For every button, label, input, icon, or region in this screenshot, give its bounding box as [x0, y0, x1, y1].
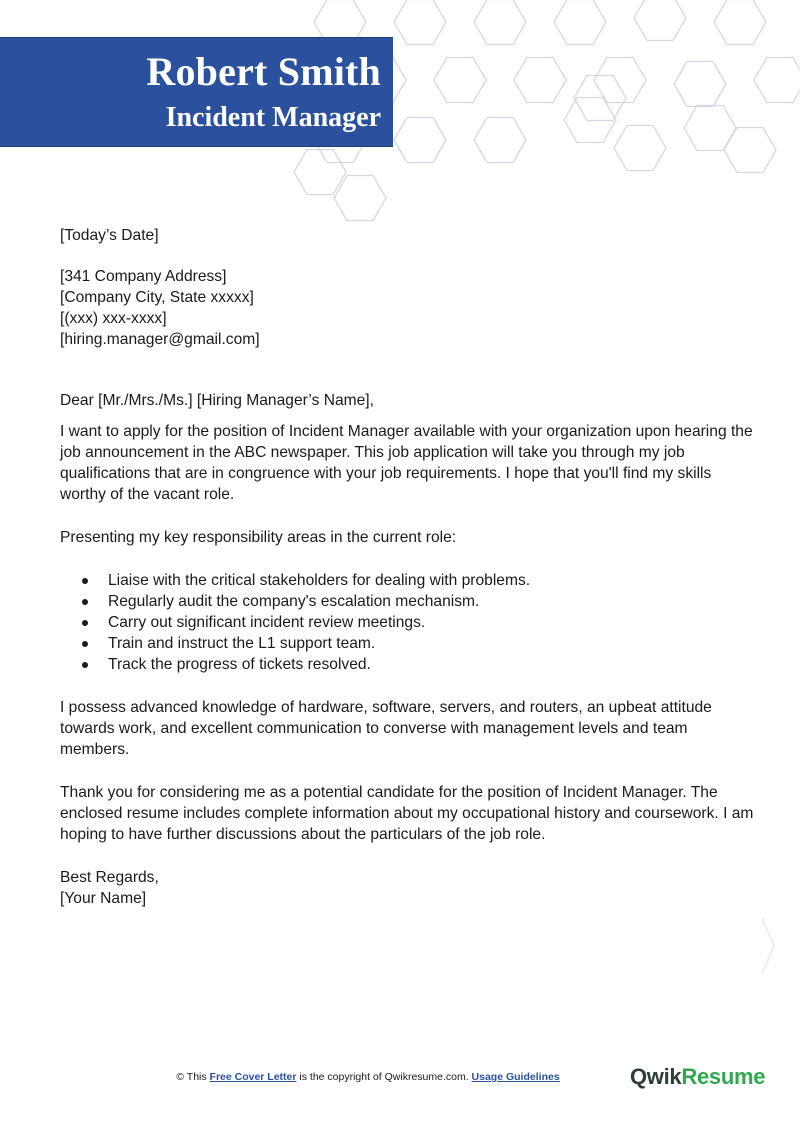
closing-phrase: Best Regards, [60, 869, 159, 886]
applicant-name: Robert Smith [146, 49, 381, 94]
hexagon-shape [754, 58, 800, 103]
name-banner [0, 37, 393, 147]
closing-paragraph: Thank you for considering me as a potential candidate for the position of Incident Manager. The enclosed resume includes complete information about my occupational history and coursework. I am hoping to have further discussions about the particulars of the job role. [60, 784, 754, 843]
hexagon-shape [294, 150, 346, 195]
hexagon-shape [394, 118, 446, 163]
signature: [Your Name] [60, 890, 147, 907]
copyright-middle: is the copyright of Qwikresume.com. [296, 1071, 472, 1083]
list-item: Liaise with the critical stakeholders for dealing with problems. [108, 570, 760, 591]
salutation: Dear [Mr./Mrs./Ms.] [Hiring Manager’s Name], [60, 392, 374, 409]
hexagon-shape [614, 126, 666, 171]
recipient-address [60, 266, 760, 350]
hexagon-shape [564, 98, 616, 143]
hexagon-shape [394, 0, 446, 45]
responsibilities-list [60, 570, 760, 675]
letter-body [60, 225, 760, 909]
address-line: [hiring.manager@gmail.com] [60, 331, 260, 348]
intro-paragraph: I want to apply for the position of Incident Manager available with your organization upon hearing the job announcement in the ABC newspaper. This job application will take you through my job qualifications that are in congruence with your job requirements. I hope that you'll find my skills worthy of the vacant role. [60, 423, 753, 503]
letter-date: [Today’s Date] [60, 227, 159, 244]
hexagon-shape [474, 0, 526, 45]
hexagon-shape [674, 62, 726, 107]
responsibilities-intro: Presenting my key responsibility areas in the current role: [60, 529, 457, 546]
hexagon-shape [594, 58, 646, 103]
copyright-note [0, 1071, 736, 1083]
hexagon-shape [434, 58, 486, 103]
list-item: Track the progress of tickets resolved. [108, 654, 760, 675]
free-cover-letter-link[interactable]: Free Cover Letter [209, 1071, 297, 1083]
hexagon-shape [684, 106, 736, 151]
list-item: Carry out significant incident review meetings. [108, 612, 760, 633]
chevron-decoration [762, 918, 774, 974]
list-item: Regularly audit the company's escalation mechanism. [108, 591, 760, 612]
hexagon-shape [714, 0, 766, 45]
logo-text-resume: Resume [681, 1064, 766, 1089]
skills-paragraph: I possess advanced knowledge of hardware, software, servers, and routers, an upbeat attitude towards work, and excellent communication to converse with management levels and team members. [60, 699, 712, 758]
address-line: [Company City, State xxxxx] [60, 289, 254, 306]
applicant-job-title: Incident Manager [165, 102, 381, 133]
hexagon-shape [474, 118, 526, 163]
hexagon-shape [514, 58, 566, 103]
hexagon-shape [554, 0, 606, 45]
hexagon-shape [634, 0, 686, 41]
qwikresume-logo [630, 1064, 765, 1090]
hexagon-shape [724, 128, 776, 173]
usage-guidelines-link[interactable]: Usage Guidelines [471, 1071, 560, 1083]
copyright-prefix: © This [176, 1071, 210, 1083]
list-item: Train and instruct the L1 support team. [108, 633, 760, 654]
address-line: [(xxx) xxx-xxxx] [60, 310, 167, 327]
address-line: [341 Company Address] [60, 268, 227, 285]
hexagon-shape [334, 176, 386, 221]
logo-text-qwik: Qwik [630, 1064, 682, 1089]
hexagon-shape [574, 76, 626, 121]
